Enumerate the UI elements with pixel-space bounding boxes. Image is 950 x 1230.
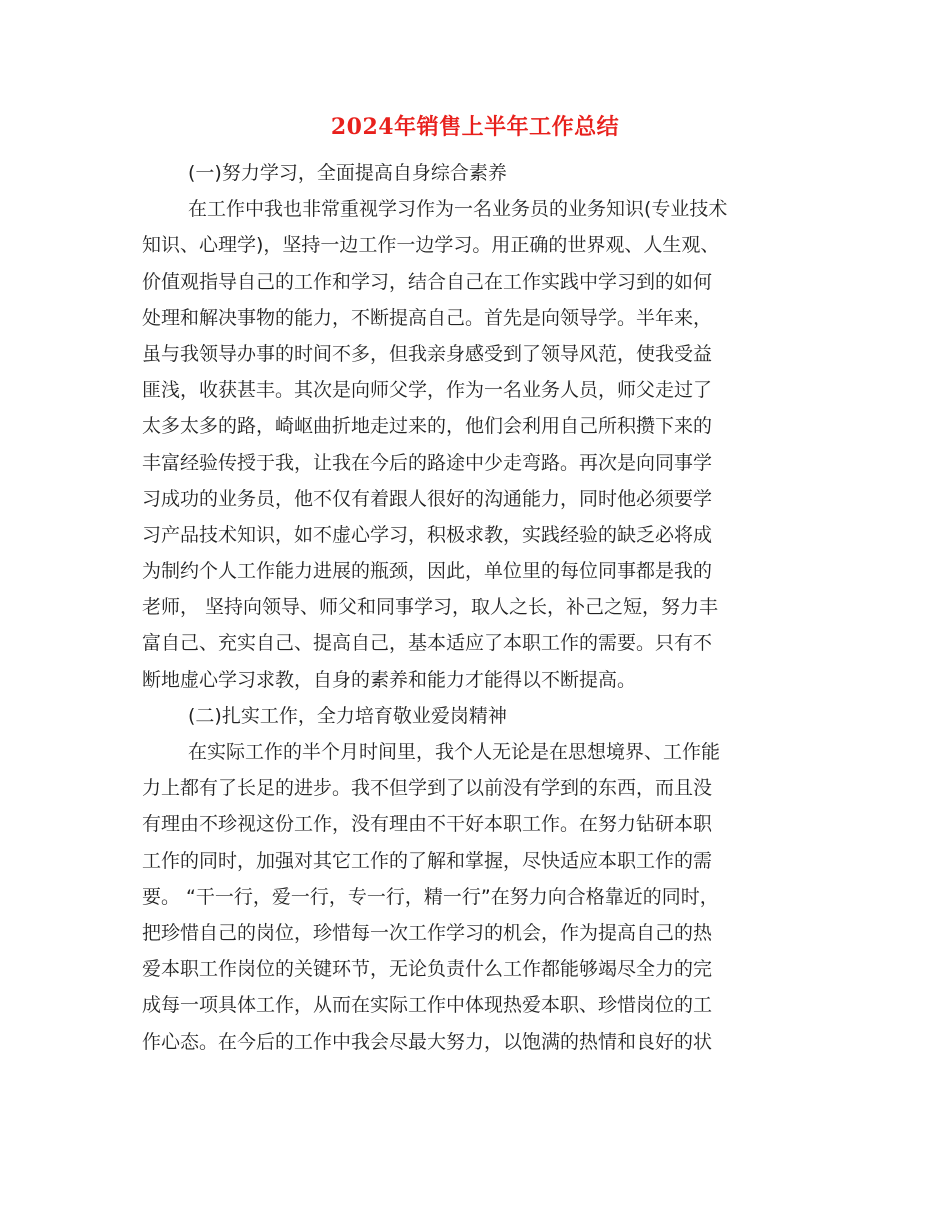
text-line: 工作的同时，加强对其它工作的了解和掌握，尽快适应本职工作的需 xyxy=(142,849,713,872)
text-line: 在实际工作的半个月时间里，我个人无论是在思想境界、工作能 xyxy=(188,741,721,763)
text-line: 要。 “干一行，爱一行，专一行，精一行”在努力向合格靠近的同时， xyxy=(142,885,719,908)
text-line: 在工作中我也非常重视学习作为一名业务员的业务知识(专业技术 xyxy=(188,198,728,221)
text-line: (一)努力学习，全面提高自身综合素养 xyxy=(188,162,507,184)
text-line: 知识、心理学)，坚持一边工作一边学习。用正确的世界观、人生观、 xyxy=(142,234,720,257)
text-line: 虽与我领导办事的时间不多，但我亲身感受到了领导风范，使我受益 xyxy=(142,342,713,365)
text-line: 为制约个人工作能力进展的瓶颈，因此，单位里的每位同事都是我的 xyxy=(142,560,713,583)
text-line: 习产品技术知识，如不虚心学习，积极求教，实践经验的缺乏必将成 xyxy=(142,523,713,546)
text-line: 老师， 坚持向领导、师父和同事学习，取人之长，补己之短，努力丰 xyxy=(142,596,719,619)
text-line: 有理由不珍视这份工作，没有理由不干好本职工作。在努力钻研本职 xyxy=(142,813,713,836)
text-line: (二)扎实工作，全力培育敬业爱岗精神 xyxy=(188,704,507,727)
text-line: 成每一项具体工作，从而在实际工作中体现热爱本职、珍惜岗位的工 xyxy=(142,994,713,1017)
text-line: 把珍惜自己的岗位，珍惜每一次工作学习的机会，作为提高自己的热 xyxy=(142,921,713,944)
text-line: 力上都有了长足的进步。我不但学到了以前没有学到的东西，而且没 xyxy=(142,777,713,800)
text-line: 太多太多的路，崎岖曲折地走过来的，他们会利用自己所积攒下来的 xyxy=(142,415,713,438)
document-title: 2024年销售上半年工作总结 xyxy=(330,114,620,140)
text-line: 处理和解决事物的能力，不断提高自己。首先是向领导学。半年来， xyxy=(142,306,713,329)
text-line: 匪浅，收获甚丰。其次是向师父学，作为一名业务人员，师父走过了 xyxy=(142,379,713,402)
text-line: 富自己、充实自己、提高自己，基本适应了本职工作的需要。只有不 xyxy=(142,632,713,655)
text-line: 习成功的业务员，他不仅有着跟人很好的沟通能力，同时他必须要学 xyxy=(142,487,713,510)
text-line: 爱本职工作岗位的关键环节，无论负责什么工作都能够竭尽全力的完 xyxy=(142,958,713,981)
text-line: 作心态。在今后的工作中我会尽最大努力，以饱满的热情和良好的状 xyxy=(142,1030,713,1053)
text-line: 价值观指导自己的工作和学习，结合自己在工作实践中学习到的如何 xyxy=(142,270,713,293)
text-line: 断地虚心学习求教，自身的素养和能力才能得以不断提高。 xyxy=(142,668,637,691)
text-line: 丰富经验传授于我，让我在今后的路途中少走弯路。再次是向同事学 xyxy=(142,451,713,474)
document-body xyxy=(142,155,810,1060)
